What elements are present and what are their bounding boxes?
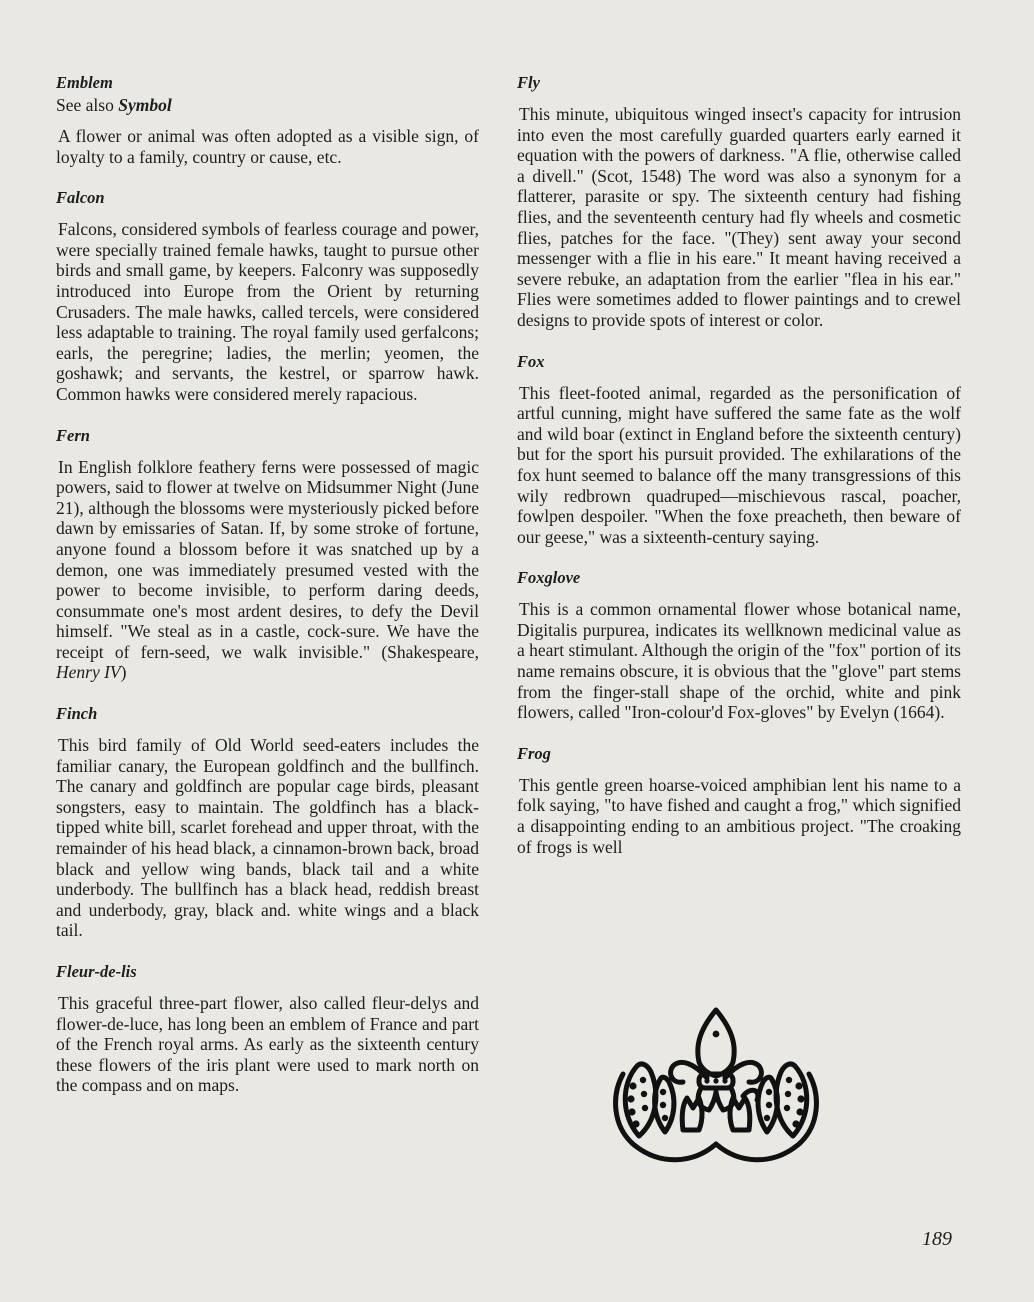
see-also-reference: Symbol <box>118 95 172 115</box>
entry-heading: Fern <box>56 425 90 445</box>
entry-text: A flower or animal was often adopted as a visible sign, of loyalty to a family, country or cause, etc. <box>56 126 479 167</box>
entry-fleur-de-lis <box>56 961 479 1096</box>
entry-falcon <box>56 187 479 404</box>
page-number: 189 <box>922 1228 952 1250</box>
fleur-de-lis-icon <box>603 1004 829 1170</box>
entry-text: This bird family of Old World seed-eaters includes the familiar canary, the European goldfinch and the bullfinch. The canary and goldfinch are popular cage birds, pleasant songsters, easy to maintain. The goldfinch has a black-tipped white bill, scarlet forehead and upper throat, with the remainder of his head black, a cinnamon-brown back, broad black and yellow wing bands, black tail and a white underbody. The bullfinch has a black head, reddish breast and underbody, gray, black and. white wings and a black tail. <box>56 735 479 941</box>
see-also-prefix: See also <box>56 95 119 115</box>
entry-heading: Emblem <box>56 73 113 92</box>
entry-heading: Finch <box>56 704 98 724</box>
entry-text: This minute, ubiquitous winged insect's capacity for intrusion into even the most carefully guarded quarters early earned it equation with the powers of darkness. "A flie, otherwise called a divell." (Scot, 1548) The word was also a synonym for a flatterer, parasite or spy. The sixteenth century had fishing flies, and the seventeenth century had fly wheels and cosmetic flies, patches for the face. "(They) sent away your second messenger with a flie in his eare." It meant having received a severe rebuke, an adaptation from the earlier "flea in his ear." Flies were sometimes added to flower paintings and to crewel designs to provide spots of interest or color. <box>517 104 961 330</box>
entry-heading: Fox <box>517 351 545 371</box>
entry-text: This is a common ornamental flower whose botanical name, Digitalis purpurea, indicates its wellknown medicinal value as a heart stimulant. Although the origin of the "fox" portion of its name remains obscure, it is obvious that the "glove" part stems from the finger-stall shape of the orchid, white and pink flowers, called "Iron-colour'd Fox-gloves" by Evelyn (1664). <box>517 599 961 723</box>
entry-emblem <box>56 72 479 167</box>
right-column <box>517 72 961 877</box>
citation-title: Henry IV <box>56 662 121 683</box>
entry-fox <box>517 351 961 548</box>
entry-fern <box>56 425 479 684</box>
entry-fly <box>517 72 961 331</box>
entry-foxglove <box>517 567 961 723</box>
entry-heading: Falcon <box>56 188 105 208</box>
see-also-line <box>56 94 479 116</box>
entry-text: This gentle green hoarse-voiced amphibian lent his name to a folk saying, "to have fished and caught a frog," which signified a disappointing ending to an ambitious project. "The croaking of frogs is well <box>517 774 961 857</box>
entry-finch <box>56 703 479 941</box>
entry-text: This graceful three-part flower, also called fleur-delys and flower-de-luce, has long been an emblem of France and part of the French royal arms. As early as the sixteenth century these flowers of the iris plant were used to mark north on the compass and on maps. <box>56 993 479 1096</box>
entry-text: This fleet-footed animal, regarded as the personification of artful cunning, might have suffered the same fate as the wolf and wild boar (extinct in England before the sixteenth century) but for the sport his pursuit provided. The exhilarations of the fox hunt seemed to balance off the many transgressions of this wily redbrown quadruped—mischievous rascal, poacher, fowlpen despoiler. "When the foxe preacheth, then beware of our geese," was a sixteenth-century saying. <box>517 382 961 547</box>
entry-heading: Frog <box>517 743 551 763</box>
left-column <box>56 72 479 1116</box>
entry-heading: Fly <box>517 73 540 92</box>
entry-heading: Foxglove <box>517 568 581 588</box>
entry-frog <box>517 743 961 857</box>
entry-text-body: In English folklore feathery ferns were possessed of magic powers, said to flower at twelve on Midsummer Night (June 21), although the blossoms were mysteriously picked before dawn by emissaries of Satan. If, by some stroke of fortune, anyone found a blossom before it was snatched up by a demon, one was immediately presumed vested with the power to become invisible, to perform daring deeds, consummate one's most ardent desires, to defy the Devil himself. "We steal as in a castle, cock-sure. We have the receipt of fern-seed, we walk invisible." (Shakespeare, <box>56 456 479 662</box>
entry-text: Falcons, considered symbols of fearless courage and power, were specially trained female hawks, taught to pursue other birds and small game, by keepers. Falconry was supposedly introduced into Europe from the Orient by returning Crusaders. The male hawks, called tercels, were considered less adaptable to training. The royal family used gerfalcons; earls, the peregrine; ladies, the merlin; yeomen, the goshawk; and servants, the kestrel, or sparrow hawk. Common hawks were considered merely rapacious. <box>56 219 479 404</box>
citation-close: ) <box>120 662 127 683</box>
entry-text <box>56 457 479 684</box>
entry-heading: Fleur-de-lis <box>56 962 137 981</box>
